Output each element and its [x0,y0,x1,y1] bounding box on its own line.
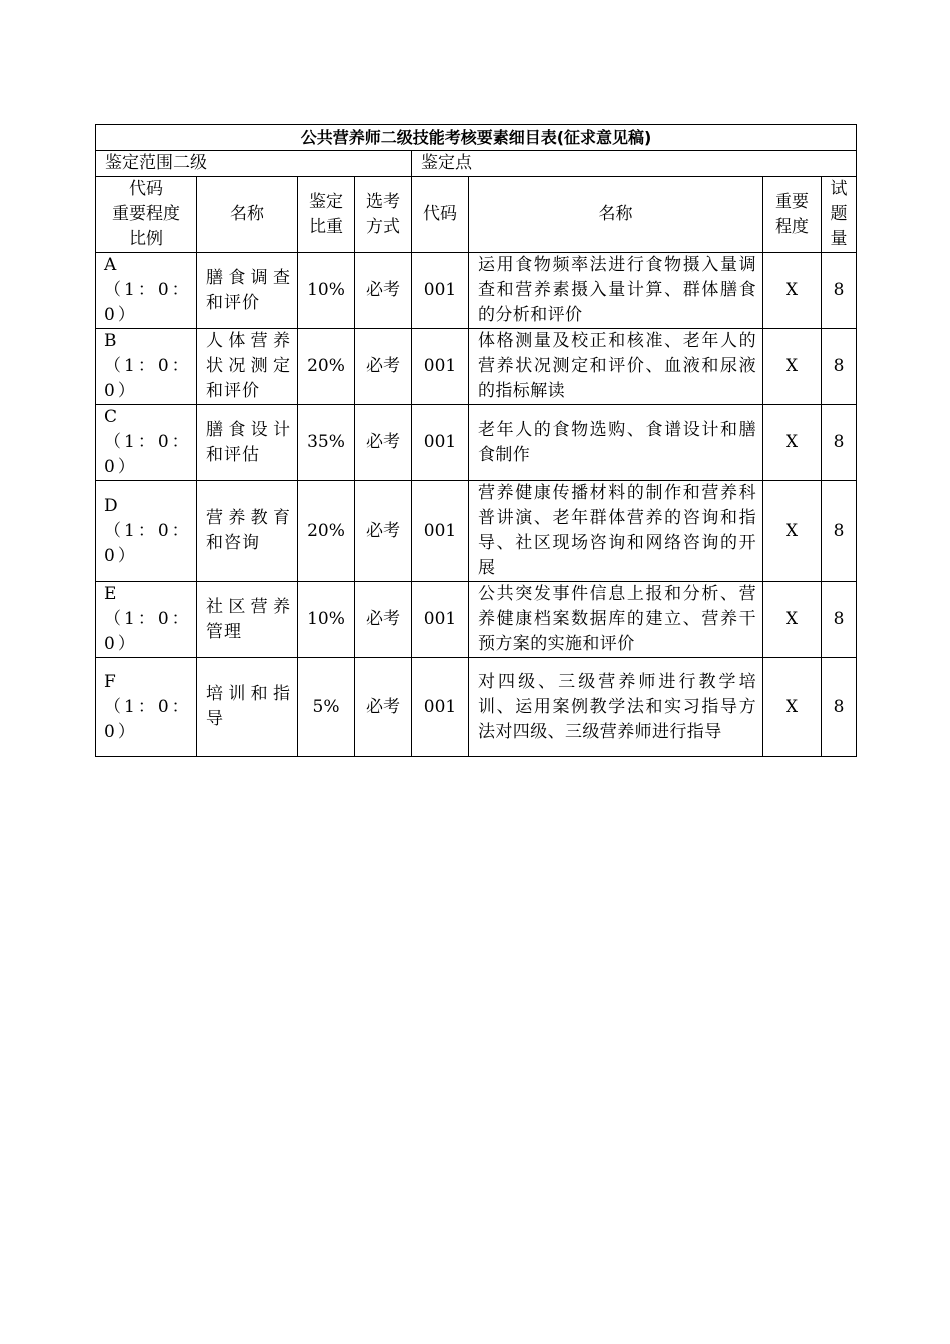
row-mode: 必考 [355,481,412,582]
header-scope-name: 名称 [197,177,298,253]
table-row [96,481,857,582]
row-point-code: 001 [412,329,469,405]
row-point-code: 001 [412,658,469,757]
row-quantity: 8 [822,658,857,757]
row-weight: 20% [298,481,355,582]
row-code: B （1：0：0） [96,329,197,405]
table-row [96,658,857,757]
row-quantity: 8 [822,253,857,329]
header-scope-code: 代码 重要程度 比例 [96,177,197,253]
row-code: A （1：0：0） [96,253,197,329]
table-row [96,582,857,658]
row-importance: X [763,329,822,405]
row-weight: 20% [298,329,355,405]
row-importance: X [763,253,822,329]
header-exam-mode: 选考 方式 [355,177,412,253]
row-ratio: （1：0：0） [104,609,192,654]
table-row [96,253,857,329]
row-weight: 35% [298,405,355,481]
table-title: 公共营养师二级技能考核要素细目表(征求意见稿) [96,125,857,151]
row-weight: 10% [298,582,355,658]
row-quantity: 8 [822,405,857,481]
row-name: 膳食设计和评估 [197,405,298,481]
row-name: 培训和指导 [197,658,298,757]
row-point-name: 对四级、三级营养师进行教学培训、运用案例教学法和实习指导方法对四级、三级营养师进行指导 [469,658,763,757]
row-point-code: 001 [412,405,469,481]
row-quantity: 8 [822,582,857,658]
row-quantity: 8 [822,329,857,405]
row-code: C （1：0：0） [96,405,197,481]
header-weight: 鉴定 比重 [298,177,355,253]
row-ratio: （1：0：0） [104,432,192,477]
row-importance: X [763,405,822,481]
row-point-name: 老年人的食物选购、食谱设计和膳食制作 [469,405,763,481]
row-point-name: 公共突发事件信息上报和分析、营养健康档案数据库的建立、营养干预方案的实施和评价 [469,582,763,658]
header-row [96,177,857,253]
row-name: 人体营养状况测定和评价 [197,329,298,405]
header-point-code: 代码 [412,177,469,253]
assessment-table [95,124,857,757]
row-ratio: （1：0：0） [104,356,192,401]
scope-label: 鉴定范围二级 [96,151,412,177]
row-code: F （1：0：0） [96,658,197,757]
point-label: 鉴定点 [412,151,857,177]
row-code: E （1：0：0） [96,582,197,658]
row-point-code: 001 [412,481,469,582]
row-name: 营养教育和咨询 [197,481,298,582]
row-weight: 5% [298,658,355,757]
header-quantity: 试 题 量 [822,177,857,253]
row-point-code: 001 [412,582,469,658]
row-mode: 必考 [355,329,412,405]
row-name: 膳食调查和评价 [197,253,298,329]
row-mode: 必考 [355,405,412,481]
row-mode: 必考 [355,658,412,757]
header-importance: 重要 程度 [763,177,822,253]
row-importance: X [763,582,822,658]
row-ratio: （1：0：0） [104,520,192,566]
row-quantity: 8 [822,481,857,582]
row-point-name: 体格测量及校正和核准、老年人的营养状况测定和评价、血液和尿液的指标解读 [469,329,763,405]
row-name: 社区营养管理 [197,582,298,658]
row-importance: X [763,658,822,757]
row-mode: 必考 [355,253,412,329]
row-importance: X [763,481,822,582]
header-point-name: 名称 [469,177,763,253]
row-point-code: 001 [412,253,469,329]
row-code: D （1：0：0） [96,481,197,582]
row-mode: 必考 [355,582,412,658]
row-ratio: （1：0：0） [104,696,192,742]
table-row [96,329,857,405]
row-point-name: 营养健康传播材料的制作和营养科普讲演、老年群体营养的咨询和指导、社区现场咨询和网络咨询的开展 [469,481,763,582]
row-point-name: 运用食物频率法进行食物摄入量调查和营养素摄入量计算、群体膳食的分析和评价 [469,253,763,329]
row-ratio: （1：0：0） [104,280,192,325]
row-weight: 10% [298,253,355,329]
table-row [96,405,857,481]
